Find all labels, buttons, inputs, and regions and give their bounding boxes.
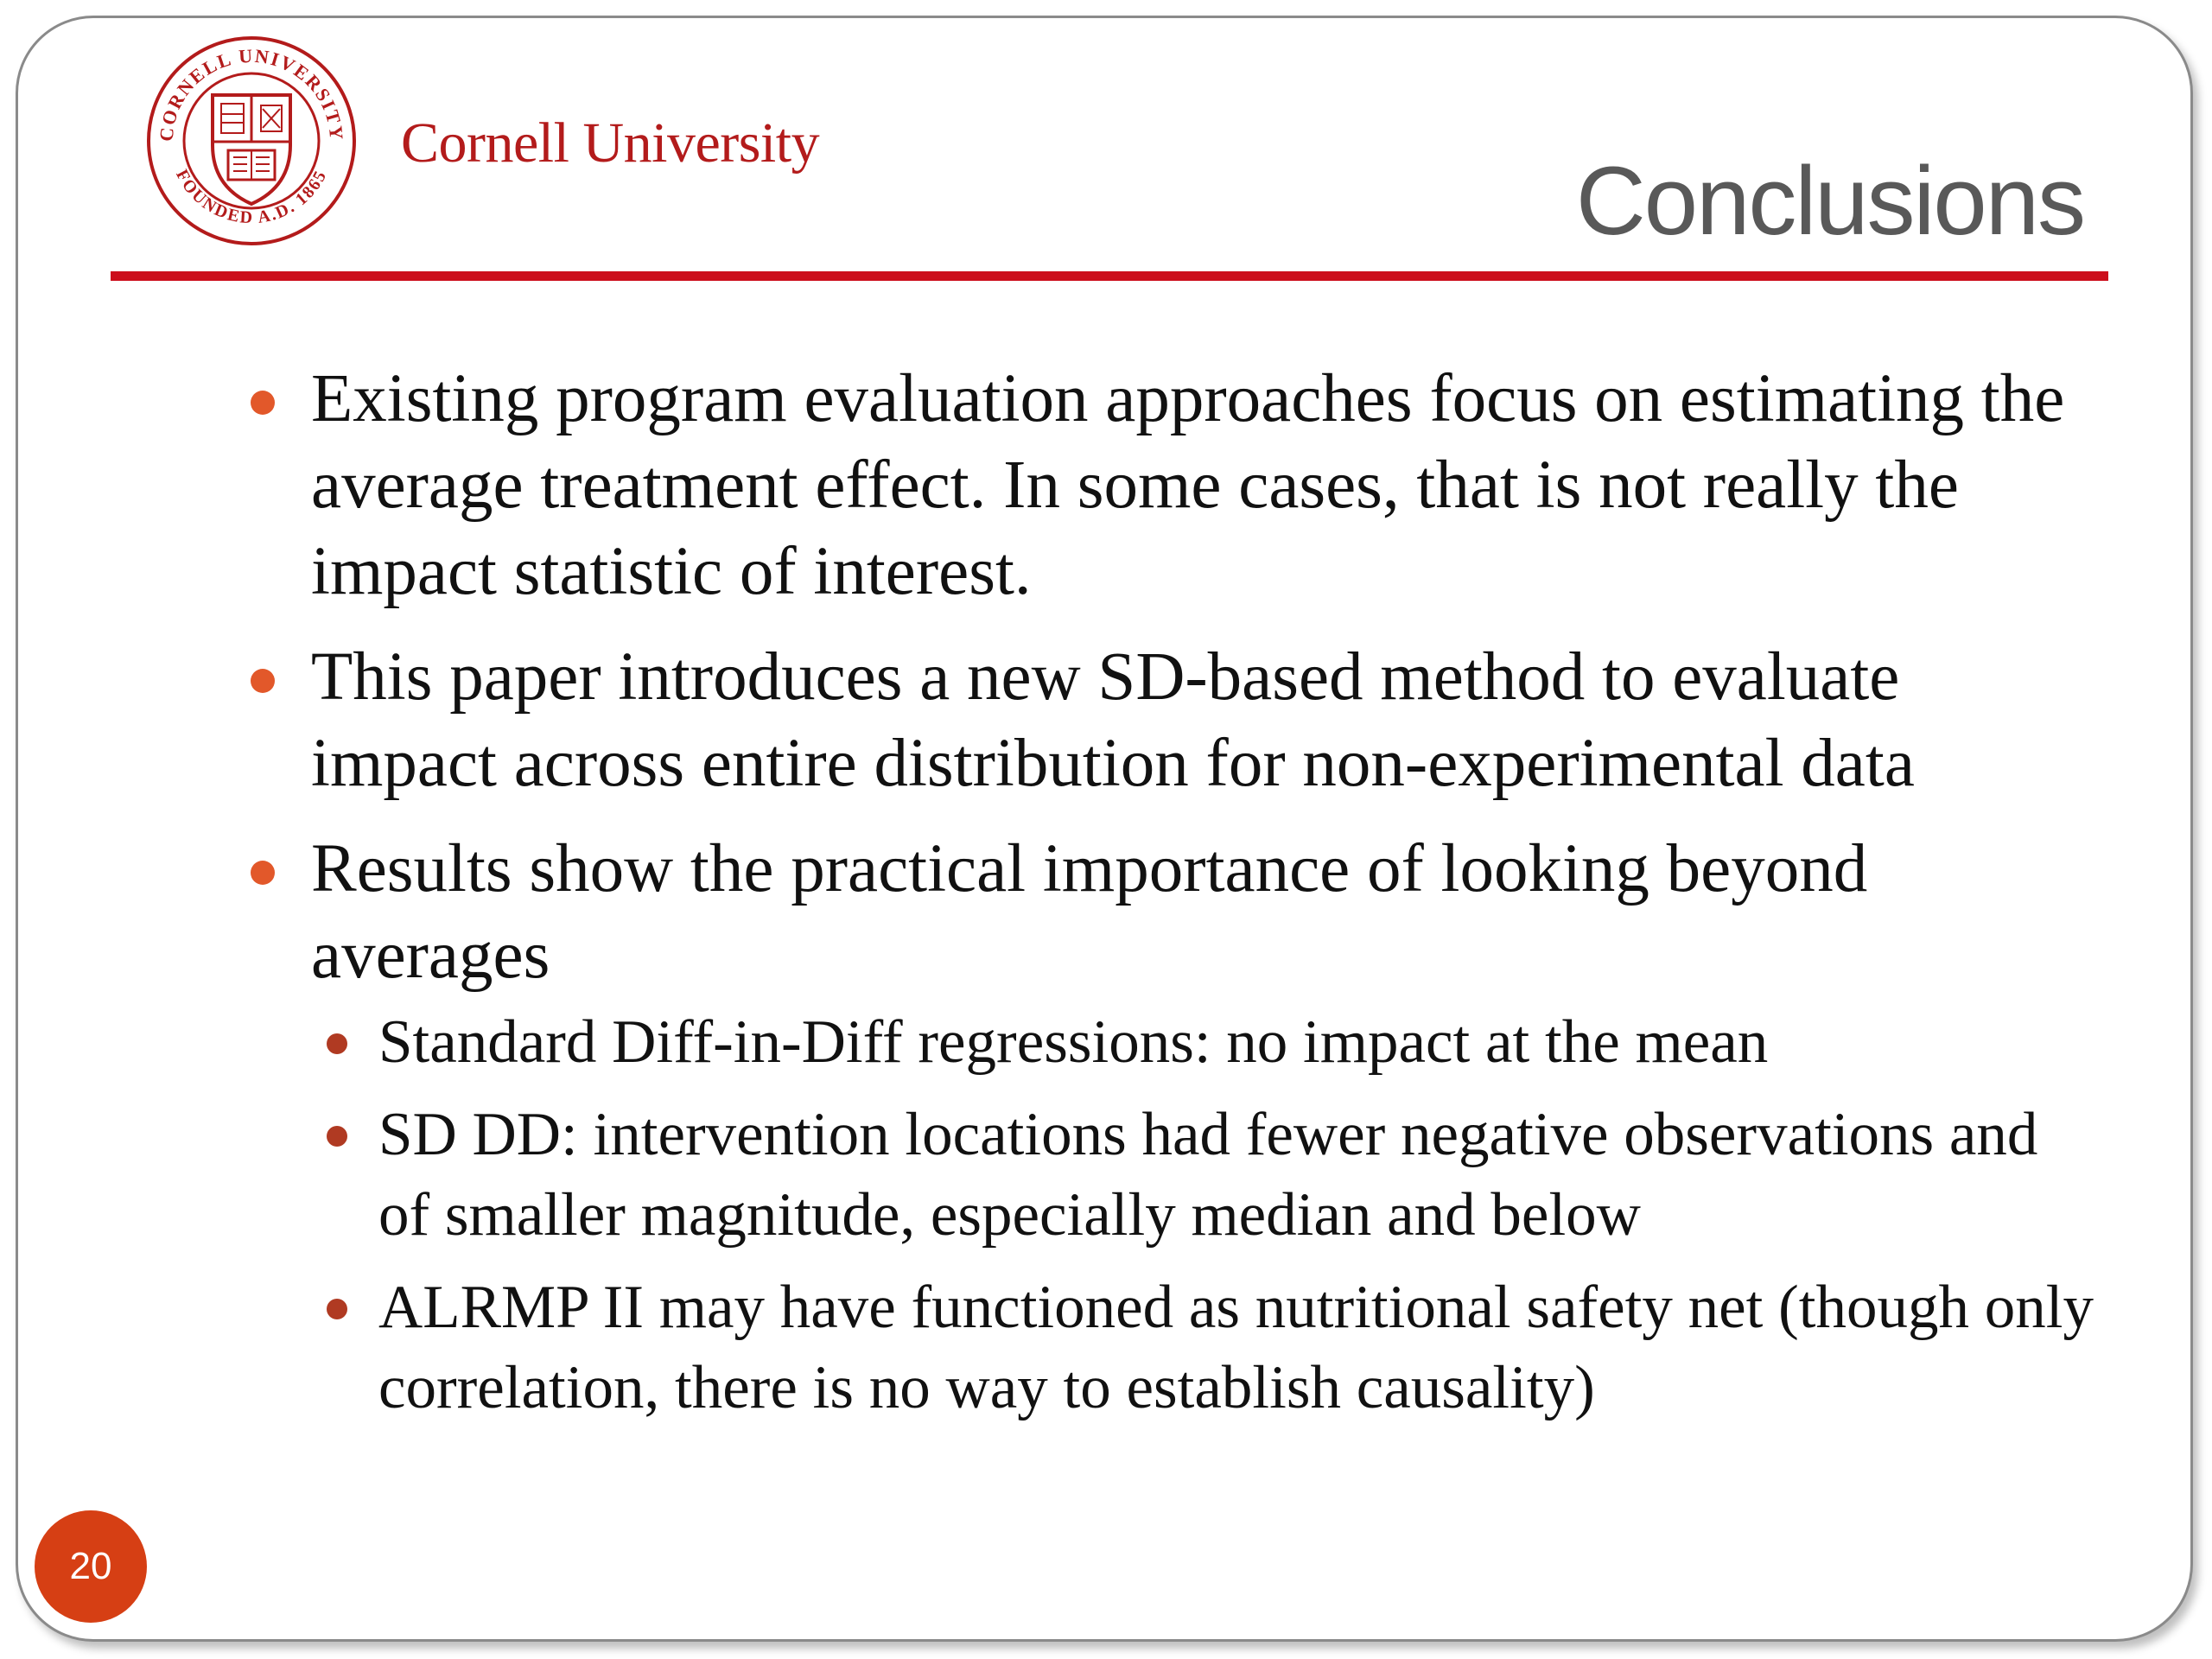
bullet-item bbox=[251, 826, 2100, 999]
bullet-text: This paper introduces a new SD-based method to evaluate impact across entire distribution for non-experimental data bbox=[311, 639, 1915, 801]
sub-bullet-dot-icon bbox=[327, 1033, 347, 1054]
page-number-badge: 20 bbox=[35, 1510, 147, 1623]
svg-text:FOUNDED A.D. 1865: FOUNDED A.D. 1865 bbox=[172, 166, 331, 228]
svg-text:CORNELL UNIVERSITY: CORNELL UNIVERSITY bbox=[155, 44, 348, 143]
bullet-dot-icon bbox=[251, 669, 275, 693]
bullet-dot-icon bbox=[251, 861, 275, 885]
bullet-item bbox=[251, 356, 2100, 615]
bullet-text: Results show the practical importance of looking beyond averages bbox=[311, 831, 1868, 993]
cornell-seal-logo bbox=[145, 35, 358, 247]
bullet-text: Existing program evaluation approaches focus on estimating the average treatment effect. In some cases, that is not really the impact statistic of interest. bbox=[311, 361, 2065, 609]
sub-bullet-dot-icon bbox=[327, 1299, 347, 1319]
sub-bullet-item bbox=[327, 1002, 2100, 1083]
slide-title: Conclusions bbox=[1575, 147, 2084, 255]
sub-bullet-dot-icon bbox=[327, 1126, 347, 1147]
bullet-list bbox=[251, 356, 2100, 1440]
bullet-item bbox=[251, 634, 2100, 807]
sub-bullet-text: Standard Diff-in-Diff regressions: no impact at the mean bbox=[378, 1008, 1769, 1076]
sub-bullet-list bbox=[251, 1002, 2100, 1428]
bullet-dot-icon bbox=[251, 391, 275, 415]
sub-bullet-item bbox=[327, 1268, 2100, 1428]
sub-bullet-text: SD DD: intervention locations had fewer negative observations and of smaller magnitude, especially median and below bbox=[378, 1101, 2038, 1249]
brand-name: Cornell University bbox=[401, 111, 820, 175]
title-divider bbox=[111, 271, 2108, 281]
sub-bullet-item bbox=[327, 1095, 2100, 1255]
sub-bullet-text: ALRMP II may have functioned as nutritional safety net (though only correlation, there is no way to establish causality) bbox=[378, 1274, 2094, 1421]
